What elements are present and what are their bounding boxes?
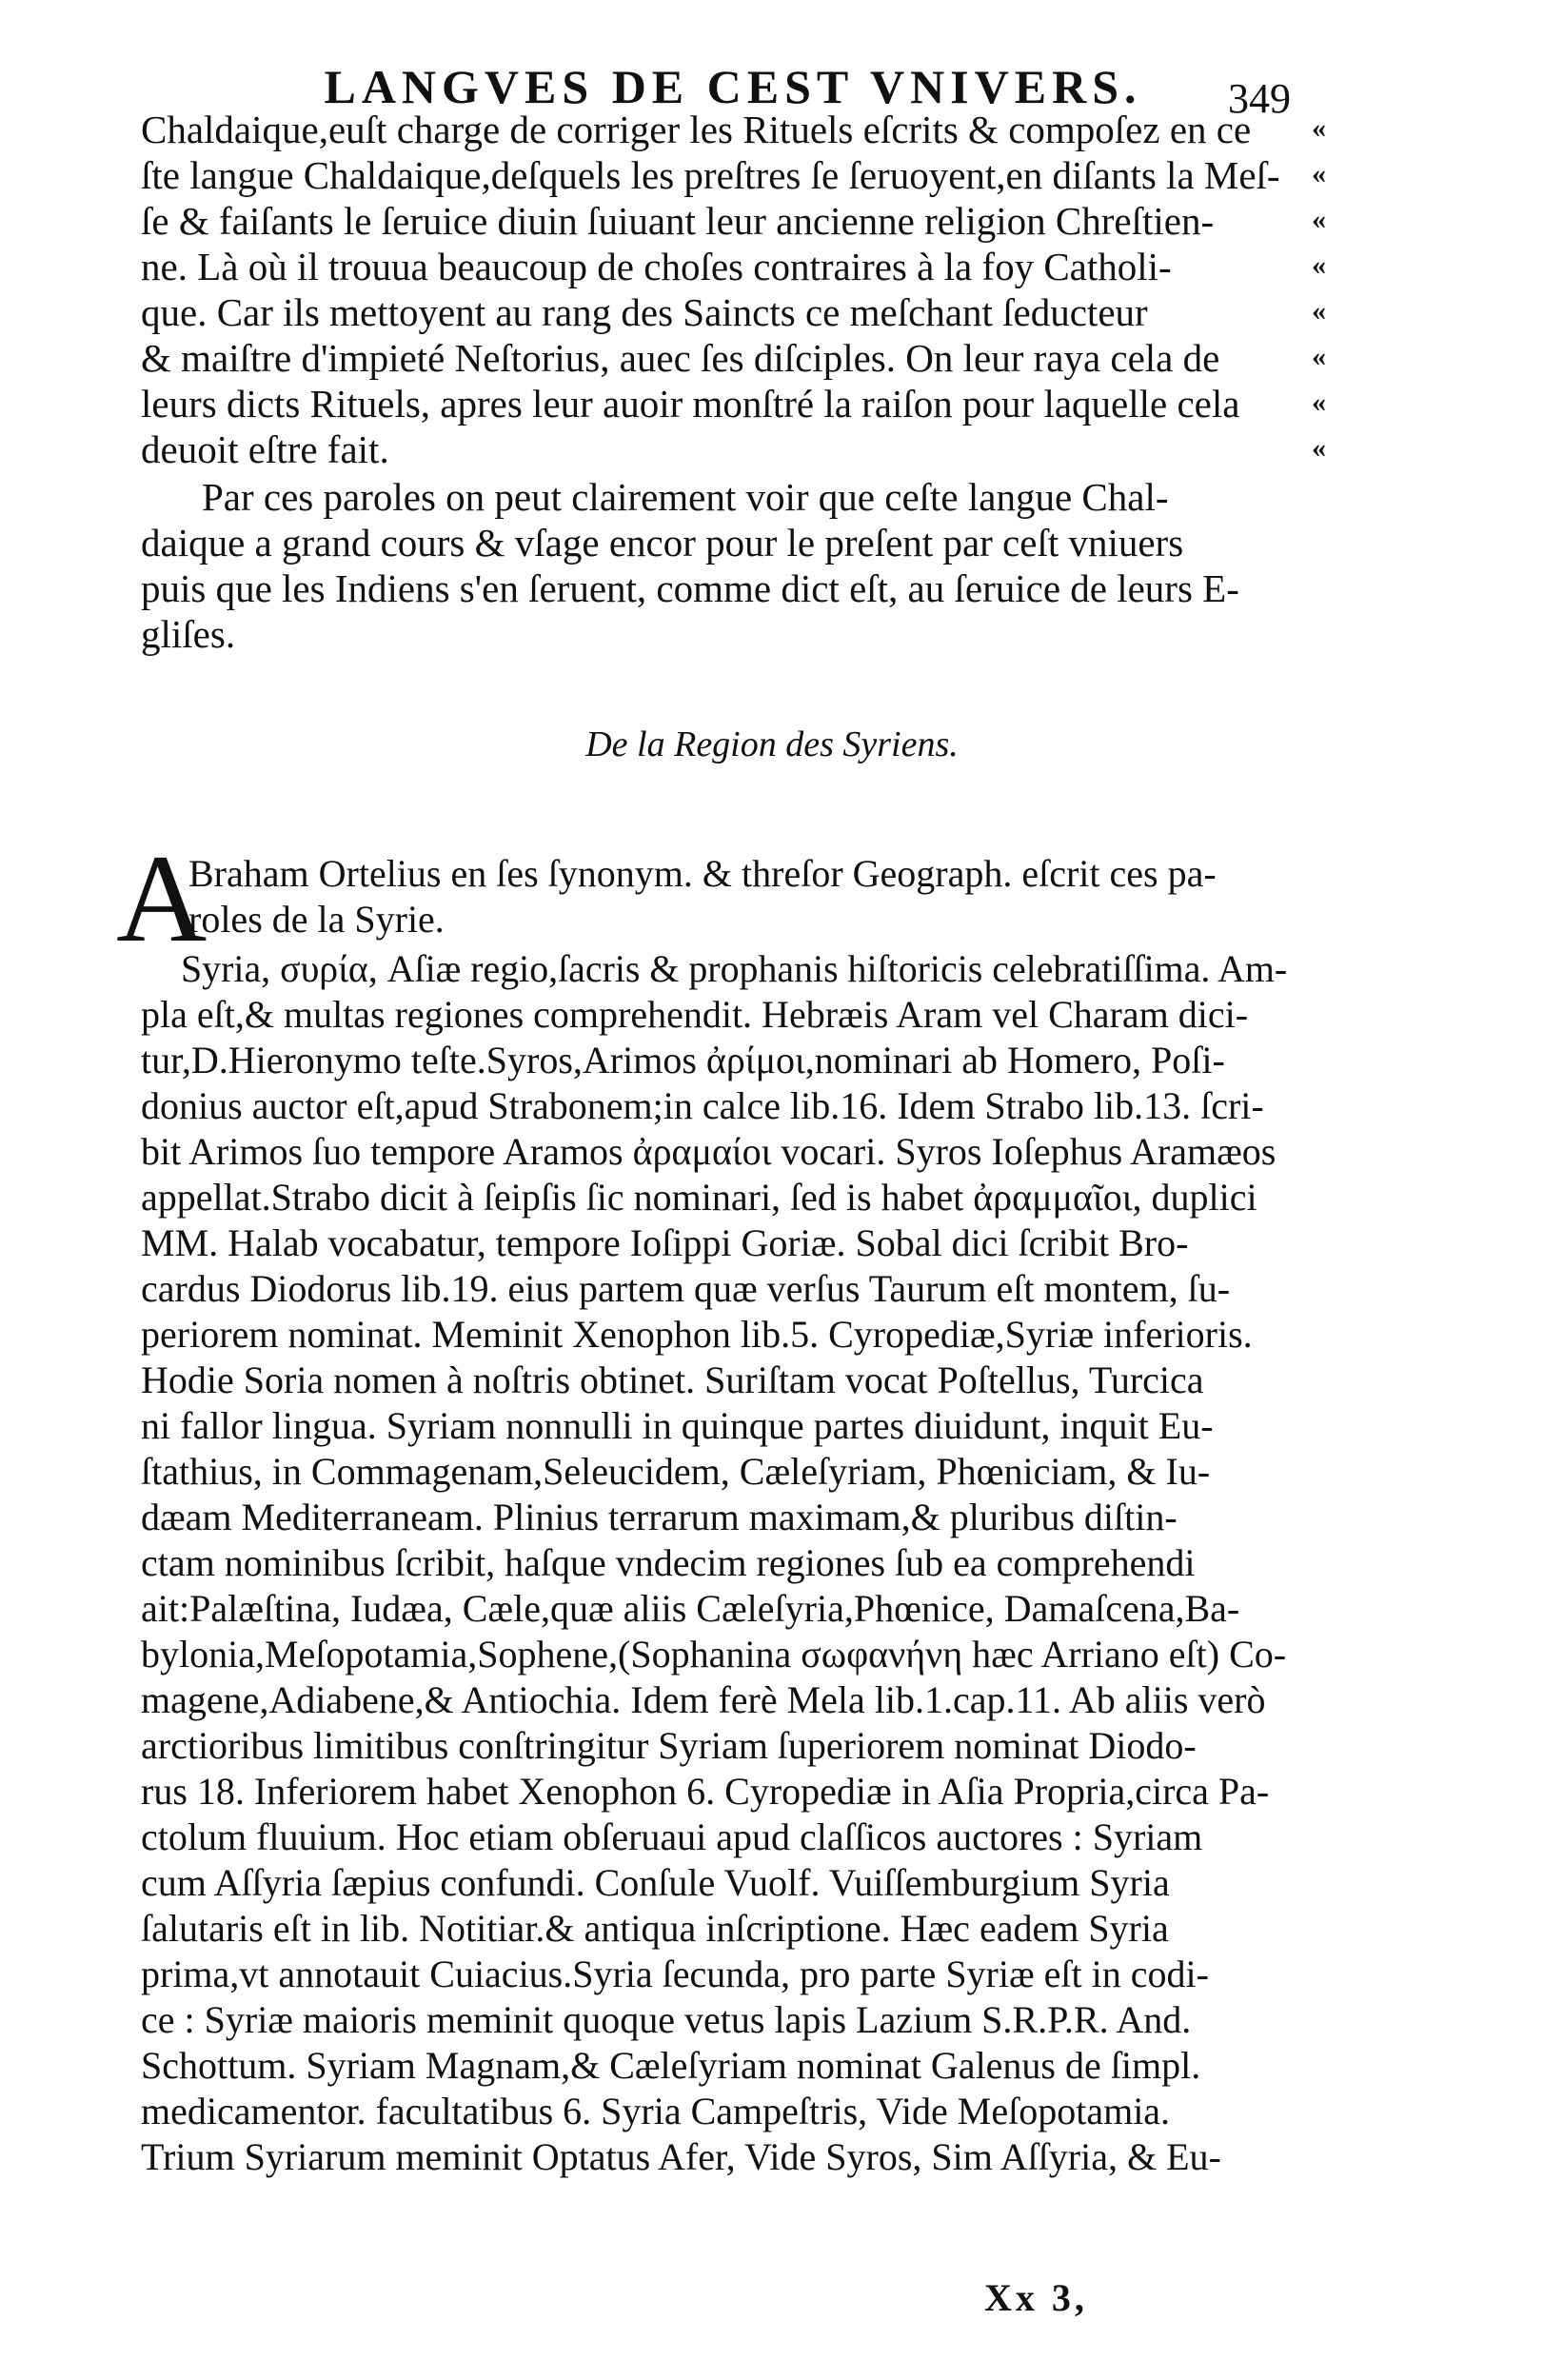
text-line: deuoit eſtre fait. [141,427,389,471]
quote-mark: « [1312,158,1326,189]
text-line: Braham Ortelius en ſes ſynonym. & threſor Geograph. eſcrit ces pa- [188,852,1217,895]
text-line: ne. Là où il trouua beaucoup de choſes contraires à la foy Catholi- [141,245,1172,288]
text-line: ſtathius, in Commagenam,Seleucidem, Cæleſyriam, Phœniciam, & Iu- [141,1450,1211,1493]
text-line: cum Aſſyria ſæpius confundi. Conſule Vuolf. Vuiſſemburgium Syria [141,1861,1170,1904]
signature-mark: Xx 3, [984,2276,1088,2319]
text-line: gliſes. [141,612,236,656]
quote-mark: « [1312,387,1326,418]
text-line: Schottum. Syriam Magnam,& Cæleſyriam nominat Galenus de ſimpl. [141,2044,1201,2087]
text-line: que. Car ils mettoyent au rang des Saincts ce meſchant ſeducteur [141,290,1148,334]
text-line: ni fallor lingua. Syriam nonnulli in quinque partes diuidunt, inquit Eu- [141,1404,1214,1447]
text-line: bylonia,Meſopotamia,Sophene,(Sophanina σωφανήνη hæc Arriano eſt) Co- [141,1633,1287,1676]
text-line: donius auctor eſt,apud Strabonem;in calce lib.16. Idem Strabo lib.13. ſcri- [141,1084,1264,1127]
text-line: Chaldaique,euſt charge de corriger les Rituels eſcrits & compoſez en ce [141,108,1252,151]
quote-mark: « [1312,112,1326,144]
text-line: Syria, συρία, Aſiæ regio,ſacris & prophanis hiſtoricis celebratiſſima. Am- [181,947,1288,990]
page-number: 349 [1228,75,1291,122]
text-line: ſe & faiſants le ſeruice diuin ſuiuant leur ancienne religion Chreſtien- [141,199,1215,243]
text-line: leurs dicts Rituels, apres leur auoir monſtré la raiſon pour laquelle cela [141,382,1240,426]
text-line: ce : Syriæ maioris meminit quoque vetus lapis Lazium S.R.P.R. And. [141,1998,1192,2041]
quote-mark: « [1312,249,1326,281]
section-title: De la Region des Syriens. [585,724,959,764]
text-line: dæam Mediterraneam. Plinius terrarum maximam,& pluribus diſtin- [141,1496,1178,1538]
quote-mark: « [1312,432,1326,464]
text-line: pla eſt,& multas regiones comprehendit. Hebræis Aram vel Charam dici- [141,993,1249,1036]
text-line: periorem nominat. Meminit Xenophon lib.5. Cyropediæ,Syriæ inferioris. [141,1313,1253,1356]
text-line: Hodie Soria nomen à noſtris obtinet. Suriſtam vocat Poſtellus, Turcica [141,1359,1204,1401]
drop-cap: A [116,828,208,968]
text-line: ctolum fluuium. Hoc etiam obſeruaui apud claſſicos auctores : Syriam [141,1815,1203,1858]
text-line: & maiſtre d'impieté Neſtorius, auec ſes diſciples. On leur raya cela de [141,336,1220,380]
text-line: appellat.Strabo dicit à ſeipſis ſic nominari, ſed is habet ἀραμμαῖοι, duplici [141,1176,1257,1219]
quote-mark: « [1312,341,1326,372]
text-line: cardus Diodorus lib.19. eius partem quæ verſus Taurum eſt montem, ſu- [141,1267,1231,1310]
text-line: medicamentor. facultatibus 6. Syria Campeſtris, Vide Meſopotamia. [141,2090,1171,2132]
text-line: magene,Adiabene,& Antiochia. Idem ferè Mela lib.1.cap.11. Ab aliis verò [141,1678,1266,1721]
text-line: tur,D.Hieronymo teſte.Syros,Arimos ἀρίμοι,nominari ab Homero, Poſi- [141,1039,1225,1081]
text-line: MM. Halab vocabatur, tempore Ioſippi Goriæ. Sobal dici ſcribit Bro- [141,1221,1189,1264]
quote-mark: « [1312,204,1326,235]
text-line: roles de la Syrie. [188,898,445,941]
quote-mark: « [1312,295,1326,327]
text-line: ſte langue Chaldaique,deſquels les preſtres ſe ſeruoyent,en diſants la Meſ- [141,153,1280,197]
text-line: daique a grand cours & vſage encor pour le preſent par ceſt vniuers [141,521,1184,565]
text-line: arctioribus limitibus conſtringitur Syriam ſuperiorem nominat Diodo- [141,1724,1197,1767]
text-line: Trium Syriarum meminit Optatus Afer, Vide Syros, Sim Aſſyria, & Eu- [141,2135,1221,2178]
text-line: prima,vt annotauit Cuiacius.Syria ſecunda, pro parte Syriæ eſt in codi- [141,1953,1209,1995]
text-line: rus 18. Inferiorem habet Xenophon 6. Cyropediæ in Aſia Propria,circa Pa- [141,1770,1270,1813]
text-line: puis que les Indiens s'en ſeruent, comme dict eſt, au ſeruice de leurs E- [141,566,1239,610]
text-line: ait:Palæſtina, Iudæa, Cæle,quæ aliis Cæleſyria,Phœnice, Damaſcena,Ba- [141,1587,1240,1630]
text-line: ctam nominibus ſcribit, haſque vndecim regiones ſub ea comprehendi [141,1541,1196,1584]
running-head: LANGVES DE CEST VNIVERS. [324,60,1142,113]
text-line: Par ces paroles on peut clairement voir que ceſte langue Chal- [202,475,1169,519]
text-line: bit Arimos ſuo tempore Aramos ἀραμαίοι vocari. Syros Ioſephus Aramæos [141,1130,1277,1173]
text-line: ſalutaris eſt in lib. Notitiar.& antiqua inſcriptione. Hæc eadem Syria [141,1907,1169,1950]
